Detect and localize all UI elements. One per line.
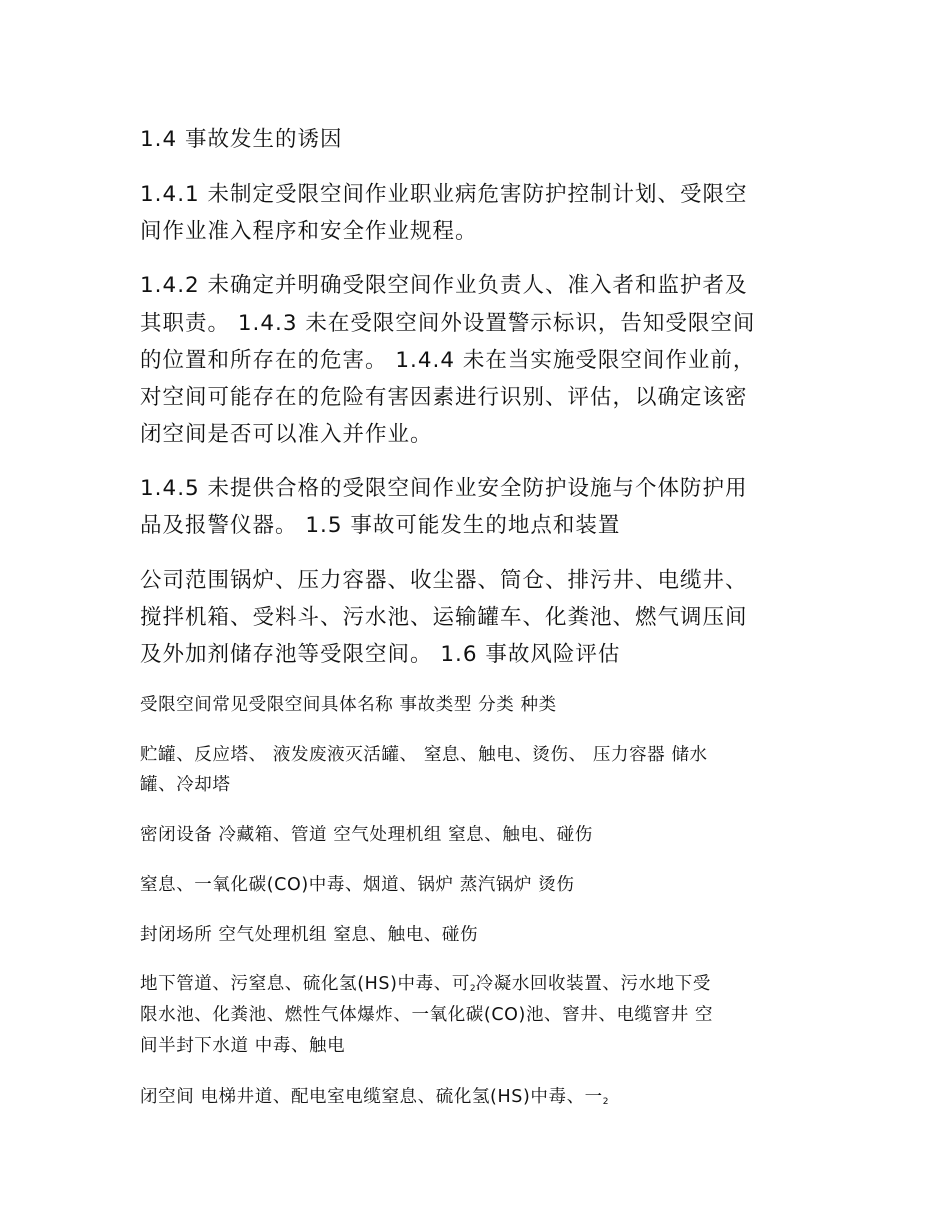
subscript-2-row-6: 2 [602, 1097, 609, 1107]
table-row-6-text: 闭空间 电梯井道、配电室电缆窒息、硫化氢(HS)中毒、一 [140, 1087, 603, 1107]
table-header-line: 受限空间常见受限空间具体名称 事故类型 分类 种类 [140, 695, 557, 715]
table-row-3: 窒息、一氧化碳(CO)中毒、烟道、锅炉 蒸汽锅炉 烫伤 [140, 875, 575, 895]
table-row-5-line-1 [140, 970, 711, 995]
table-row-1-line-2: 罐、冷却塔 [140, 775, 231, 795]
paragraph-1-4-1-line-1: 1.4.1 未制定受限空间作业职业病危害防护控制计划、受限空 [140, 182, 748, 207]
table-row-4: 封闭场所 空气处理机组 窒息、触电、碰伤 [140, 925, 479, 945]
paragraph-1-4-5-line-2: 品及报警仪器。 1.5 事故可能发生的地点和装置 [140, 513, 621, 538]
table-row-2: 密闭设备 冷藏箱、管道 空气处理机组 窒息、触电、碰伤 [140, 825, 593, 845]
table-row-5-line-3: 间半封下水道 中毒、触电 [140, 1036, 346, 1056]
paragraph-1-4-2-line-1: 1.4.2 未确定并明确受限空间作业负责人、准入者和监护者及 [140, 273, 748, 298]
subscript-2: 2 [469, 984, 476, 994]
table-row-5-line-2: 限水池、化粪池、燃性气体爆炸、一氧化碳(CO)池、窨井、电缆窨井 空 [140, 1005, 714, 1025]
table-row-6 [140, 1083, 609, 1108]
paragraph-locations-line-1: 公司范围锅炉、压力容器、收尘器、筒仓、排污井、电缆井、 [140, 568, 748, 593]
paragraph-1-4-2-line-2: 其职责。 1.4.3 未在受限空间外设置警示标识，告知受限空间 [140, 311, 756, 336]
paragraph-locations-line-2: 搅拌机箱、受料斗、污水池、运输罐车、化粪池、燃气调压间 [140, 605, 748, 630]
table-row-1-line-1: 贮罐、反应塔、 液发废液灭活罐、 窒息、触电、烫伤、 压力容器 储水 [140, 745, 708, 765]
paragraph-1-4-1-line-2: 间作业准入程序和安全作业规程。 [140, 219, 478, 244]
paragraph-locations-line-3: 及外加剂储存池等受限空间。 1.6 事故风险评估 [140, 642, 621, 667]
paragraph-1-4-5-line-1: 1.4.5 未提供合格的受限空间作业安全防护设施与个体防护用 [140, 476, 748, 501]
paragraph-1-4-2-line-4: 对空间可能存在的危险有害因素进行识别、评估，以确定该密 [140, 385, 748, 410]
paragraph-1-4-2-line-3: 的位置和所存在的危害。 1.4.4 未在当实施受限空间作业前， [140, 348, 756, 373]
paragraph-1-4-2-line-5: 闭空间是否可以准入并作业。 [140, 422, 433, 447]
section-heading-1-4: 1.4 事故发生的诱因 [140, 127, 343, 152]
table-row-5-line-1-part-b: 冷凝水回收装置、污水地下受 [475, 974, 711, 994]
table-row-5-line-1-part-a: 地下管道、污窒息、硫化氢(HS)中毒、可 [140, 974, 470, 994]
